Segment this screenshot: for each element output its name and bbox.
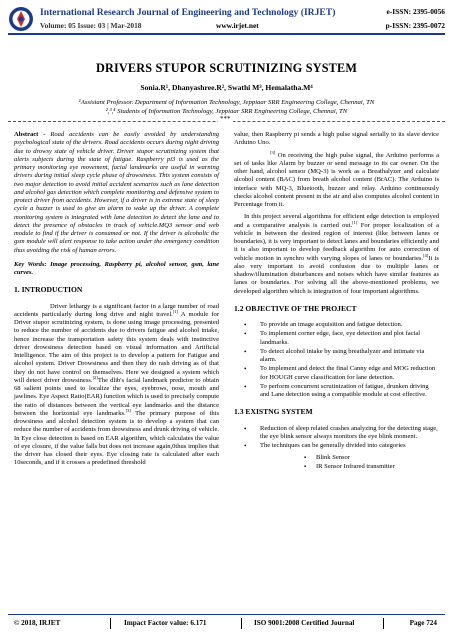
section-heading-existing-system: 1.3 EXISTNG SYSTEM — [234, 407, 313, 417]
journal-url[interactable]: www.irjet.net — [216, 21, 259, 30]
journal-title: International Research Journal of Engineering and Technology (IRJET) — [40, 7, 336, 18]
citation: [1] — [352, 219, 358, 225]
list-item: • The techniques can be generally divided into categories — [234, 442, 439, 450]
footer-copyright: © 2018, IRJET — [14, 619, 61, 627]
list-item: • To detect alcohol intake by using breathalyzer and intimate via alarm. — [234, 348, 439, 365]
paragraph-continuation: value, then Raspberry pi sends a high pulse signal serially to its slave device Arduino Uno. — [234, 131, 439, 147]
existing-system-sublist — [234, 454, 439, 471]
left-column — [14, 131, 219, 472]
e-issn: e-ISSN: 2395-0056 — [386, 7, 445, 16]
introduction-paragraph: Driver lethargy is a significant factor in a large number of road accidents particularly during long drive and night travel.[1] A module for Driver stupor scrutinizing system, is done using image processing, presented to reduce the number of accidents due to drivers fatigue and alcohol intake, hence increase the transportation safety this system deals with instinctive driver drowsiness detection based on visual information and Artificial Intelligence. The aim of this project is to develop a pattern for Fatigue and alcohol system. Driver Drowsiness and then they do rash driving as of that they do not have control on themselves. Here we designed a system which will detect driver drowsiness.[2]The dlib's facial landmark predictor to obtain 68 salient points used to localize the eyes, eyebrows, nose, mouth and jawlines. Eye Aspect Ratio(EAR) function which is used to precisely compute the ratio of distances between the vertical eye landmarks and the distance between the horizontal eye landmarks.[3] The primary purpose of this drowsiness and alcohol detection system is to develop a system that can reduce the number of accidents from drowsiness and drunk driving of vehicle. In Eye close detection is based on EAR algorithm, which calculates the value of eye closure, if the value falls but does not increase again,0thus implies that the driver has closed their eyes. Eye closing rate is calculated after each 10seconds, and if it crosses a predefined threshold — [14, 302, 219, 467]
arduino-paragraph: [3] On receiving the high pulse signal, the Arduino performs a set of tasks like Alarm by buzzer or send message to its car owner. On the other hand, alcohol sensor (MQ-3) is work as a Breathalyzer and calculate alcohol content (BAC) from breath alcohol content (BrAC). The Arduino is interface with MQ-3, Bluetooth, buzzer and relay. Arduino continuously checks alcohol content present in the air and also computes alcohol content in Percentage from it. — [234, 149, 439, 208]
journal-header — [0, 0, 453, 40]
keywords-text: Image processing, Raspberry pi, alcohol sensor, gsm, lane curves. — [14, 260, 219, 276]
irjet-logo-icon — [8, 6, 34, 32]
abstract-label: Abstract - — [14, 131, 46, 138]
citation: [3] — [125, 407, 131, 413]
footer-divider — [110, 618, 111, 629]
list-item: • To implement and detect the final Canny edge and MOG reduction for HOUGH curve classification for lane detection. — [234, 365, 439, 382]
keywords-label: Key Words: — [14, 260, 47, 268]
objective-list — [234, 321, 439, 399]
citation: [1] — [172, 308, 179, 314]
list-item: ▪ Blink Sensor — [234, 454, 439, 462]
header-rule — [8, 33, 445, 35]
volume-issue: Volume: 05 Issue: 03 | Mar-2018 — [40, 21, 142, 30]
footer-impact-factor: Impact Factor value: 6.171 — [124, 619, 207, 627]
list-item: • To implement corner edge, face, eye detection and plot facial landmarks. — [234, 330, 439, 347]
citation: [3] — [270, 149, 276, 155]
existing-system-list — [234, 425, 439, 451]
footer-divider — [383, 618, 384, 629]
keywords — [14, 261, 219, 278]
p-issn: p-ISSN: 2395-0072 — [385, 21, 445, 30]
paper-authors: Sonia.R¹, Dhanyashree.R², Swathi M³, Hemalatha.M⁴ — [140, 83, 313, 92]
citation: [4] — [423, 252, 429, 258]
abstract-text: Road accidents can be easily avoided by understanding psychological state of the drivers. Road accidents occurs during night driving due to drowsy state of vehicle driver. Driver stupor scrutinizing system that alerts subjects during the state of fatigue. Raspberry pi3 is used as the primary monitoring eye movement, facial landmarks are useful in warning drivers during initial sleep cycle phase of drowsiness. This system consists of two major detection to avoid initial accident scenarios such as lane detection and alcohol gas detection which complete monitoring and defensive system to protect driver from accidents. However, if a driver is in extreme state of sleep cycle a buzzer is used to give an alarm to wake up the driver. A complete monitoring system is integrated with lane detection to detect the lane and to detect the presence of obstacles in track of vehicle.MQ3 sensor and web module to find if the driver is consumed or not. If the driver is alcoholic the gsm module will alert response to take action under the emergency condition thus avoiding the risk of human errors. — [14, 131, 219, 254]
section-heading-objective: 1.2 OBJECTIVE OF THE PROJECT — [234, 303, 357, 313]
separator-mark: *** — [220, 115, 231, 123]
footer-rule — [8, 614, 445, 615]
list-item: ▪ IR Sensor Infrared transmitter — [234, 463, 439, 471]
paper-title: DRIVERS STUPOR SCRUTINIZING SYSTEM — [95, 61, 358, 75]
section-heading-introduction: 1. INTRODUCTION — [14, 285, 83, 295]
affiliation-2: ²,³,⁴ Students of Information Technology, Jeppiaar SRR Engineering College, Chennai, TN — [105, 108, 348, 115]
footer-divider — [241, 618, 242, 629]
list-item: • Reduction of sleep related crashes analyzing for the detecting stage, the eye blink sensor always monitors the eye blink moment. — [234, 425, 439, 442]
citation: [2] — [92, 374, 98, 380]
abstract — [14, 131, 219, 255]
affiliation-1: ¹Assistant Professor. Department of Information Technology, Jeppiaar SRR Engineering College, Chennai, TN — [78, 99, 375, 106]
list-item: • To perform concurrent scrutinization of fatigue, drunken driving and Lane detection using a compatible module at cost effective. — [234, 383, 439, 400]
footer-iso: ISO 9001:2008 Certified Journal — [254, 619, 355, 627]
algorithms-paragraph: In this project several algorithms for efficient edge detection is employed and a comparative analysis is carried out.[1] For proper localization of a vehicle in between the desired region of interest (like between lanes or boundaries), it is very important to detect lanes and boundaries efficiently and it is also important to develop feedback algorithm for auto correction of vehicle motion in synchro with varying slopes of lanes or boundaries.[4]It is also very important to avoid confusion due to multiple lanes or shadow/illumination disturbances and noises which have similar features as lanes or boundaries. For solving all the above-mentioned problems, we developed algorithm which is integration of four important algorithms. — [234, 213, 439, 295]
footer-page-number: Page 724 — [409, 619, 437, 627]
right-column — [234, 131, 439, 471]
list-item: • To provide an image acquisition and fatigue detection. — [234, 321, 439, 329]
